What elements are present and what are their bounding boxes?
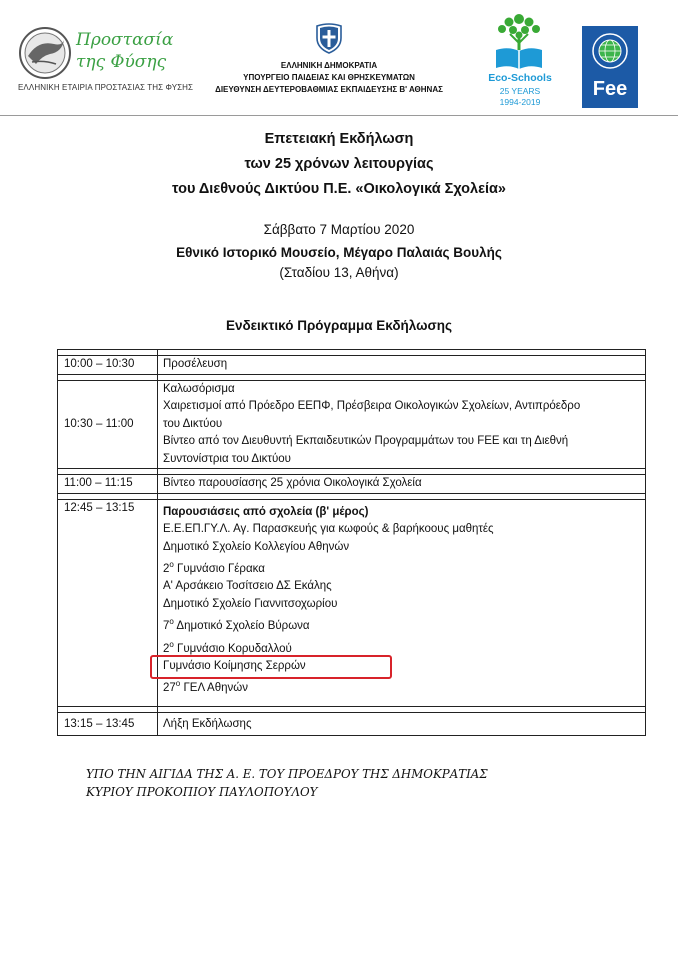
event-address: (Σταδίου 13, Αθήνα)	[279, 265, 399, 280]
eco-schools-logo	[484, 10, 554, 110]
header-divider	[0, 115, 678, 116]
schedule-line: Χαιρετισμοί από Πρόεδρο ΕΕΠΦ, Πρέσβειρα Οικολογικών Σχολείων, Αντιπρόεδρο	[163, 400, 581, 412]
ministry-line-1: ΕΛΛΗΝΙΚΗ ΔΗΜΟΚΡΑΤΙΑ	[280, 61, 378, 70]
schedule-line: Βίντεο παρουσίασης 25 χρόνια Οικολογικά Σχολεία	[163, 477, 422, 489]
desc-cell	[158, 380, 646, 469]
globe-icon	[591, 32, 629, 70]
highlight-box	[150, 655, 392, 679]
schedule-line: $2^o$ Γυμνάσιο Γέρακα	[163, 560, 265, 575]
eco-schools-name: Eco-Schools	[488, 72, 552, 84]
table-row	[58, 356, 646, 375]
time-cell: 10:30 – 11:00	[58, 380, 158, 469]
ministry-line-2: ΥΠΟΥΡΓΕΙΟ ΠΑΙΔΕΙΑΣ ΚΑΙ ΘΡΗΣΚΕΥΜΑΤΩΝ	[243, 73, 415, 82]
desc-cell	[158, 356, 646, 375]
time-cell: 11:00 – 11:15	[58, 475, 158, 494]
eco-schools-years: 25 YEARS	[499, 86, 541, 96]
schedule-line: Προσέλευση	[163, 358, 228, 370]
schedule-line: Βίντεο από τον Διευθυντή Εκπαιδευτικών Προγραμμάτων του FEE και τη Διεθνή	[163, 435, 569, 447]
ppf-logo	[18, 26, 194, 96]
fee-logo	[582, 26, 638, 108]
ppf-logo-subtitle: ΕΛΛΗΝΙΚΗ ΕΤΑΙΡΙΑ ΠΡΟΣΤΑΣΙΑΣ ΤΗΣ ΦΥΣΗΣ	[18, 83, 194, 92]
tree-book-icon	[490, 10, 548, 72]
schedule-line: Ε.Ε.ΕΠ.ΓΥ.Λ. Αγ. Παρασκευής για κωφούς & βαρήκοους μαθητές	[163, 523, 494, 535]
patronage-line-2: ΚΥΡΙΟΥ ΠΡΟΚΟΠΙΟΥ ΠΑΥΛΟΠΟΥΛΟΥ	[86, 785, 318, 799]
event-venue: Εθνικό Ιστορικό Μουσείο, Μέγαρο Παλαιάς Βουλής	[176, 245, 502, 260]
schedule-line: $7^o$ Δημοτικό Σχολείο Βύρωνα	[163, 617, 310, 633]
event-date: Σάββατο 7 Μαρτίου 2020	[263, 222, 415, 237]
ministry-line-3: ΔΙΕΥΘΥΝΣΗ ΔΕΥΤΕΡΟΒΑΘΜΙΑΣ ΕΚΠΑΙΔΕΥΣΗΣ Β' ΑΘΗΝΑΣ	[215, 85, 443, 94]
ppf-logo-line2: της Φύσης	[76, 52, 167, 72]
schedule-line: του Δικτύου	[163, 417, 223, 430]
time-cell: 12:45 – 13:15	[58, 499, 158, 706]
schedule-line: Δημοτικό Σχολείο Γιαννιτσοχωρίου	[163, 597, 338, 610]
schedule-line-highlighted: Γυμνάσιο Κοίμησης Σερρών	[163, 659, 306, 672]
bird-emblem-icon	[18, 26, 72, 80]
desc-cell	[158, 475, 646, 494]
schedule-line: Α' Αρσάκειο Τοσίτσειο ΔΣ Εκάλης	[163, 580, 332, 593]
program-title: Ενδεικτικό Πρόγραμμα Εκδήλωσης	[225, 318, 453, 333]
schedule-line: $2^o$ Γυμνάσιο Κορυδαλλού	[163, 639, 292, 655]
schedule-heading: Παρουσιάσεις από σχολεία (β' μέρος)	[163, 505, 369, 518]
greek-coat-of-arms-icon	[314, 22, 344, 54]
ppf-logo-line1: Προστασία	[76, 30, 174, 50]
eco-schools-range: 1994-2019	[499, 97, 541, 107]
patronage-line-1: ΥΠΟ ΤΗΝ ΑΙΓΙΔΑ ΤΗΣ Α. Ε. ΤΟΥ ΠΡΟΕΔΡΟΥ ΤΗΣ ΔΗΜΟΚΡΑΤΙΑΣ	[86, 767, 488, 781]
event-title-line-3: του Διεθνούς Δικτύου Π.Ε. «Οικολογικά Σχολεία»	[172, 181, 506, 197]
schedule-line: $27^o$ ΓΕΛ Αθηνών	[163, 679, 248, 695]
time-cell: 13:15 – 13:45	[58, 712, 158, 735]
schedule-line: Συντονίστρια του Δικτύου	[163, 452, 291, 465]
event-title-line-1: Επετειακή Εκδήλωση	[264, 131, 414, 147]
schedule-line: Δημοτικό Σχολείο Κολλεγίου Αθηνών	[163, 540, 350, 553]
ministry-header	[190, 22, 468, 96]
table-row	[58, 475, 646, 494]
time-cell: 10:00 – 10:30	[58, 356, 158, 375]
desc-cell	[158, 712, 646, 735]
schedule-line: Λήξη Εκδήλωσης	[163, 717, 252, 730]
fee-logo-text: Fee	[592, 78, 628, 100]
event-title-line-2: των 25 χρόνων λειτουργίας	[244, 156, 434, 172]
schedule-line: Καλωσόρισμα	[163, 382, 235, 395]
table-row	[58, 380, 646, 469]
table-row	[58, 712, 646, 735]
